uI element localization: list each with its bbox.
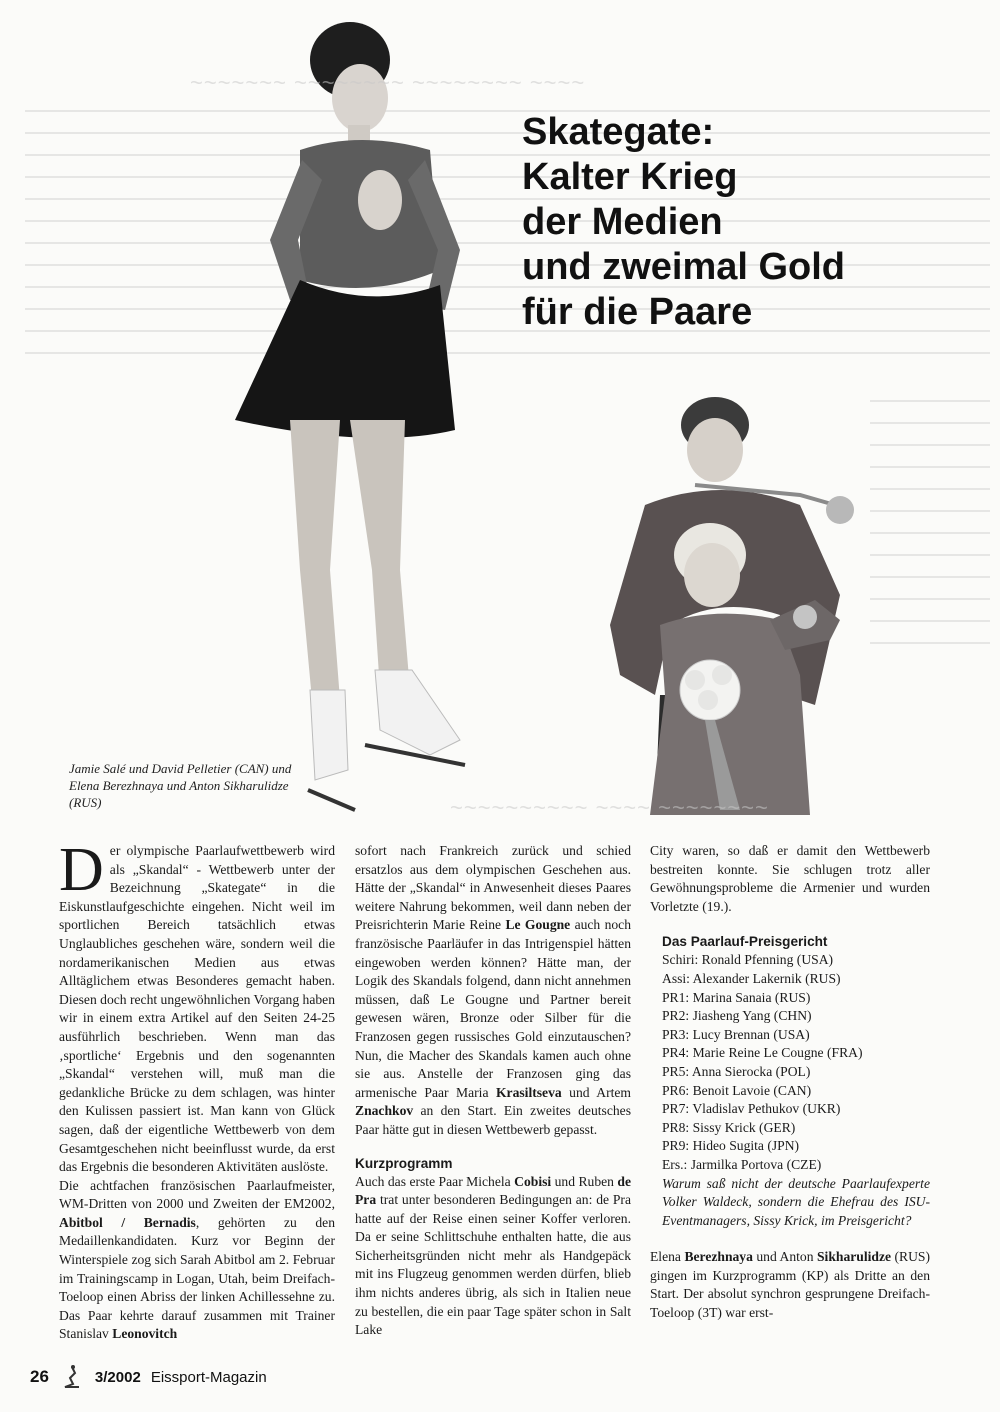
jury-item: PR3: Lucy Brennan (USA) <box>662 1026 810 1042</box>
intro-paragraph <box>59 836 335 1177</box>
jury-item: PR7: Vladislav Pethukov (UKR) <box>662 1101 841 1117</box>
jury-heading: Das Paarlauf-Preisgericht <box>662 934 828 950</box>
jury-item: PR4: Marie Reine Le Cougne (FRA) <box>662 1045 863 1061</box>
article-column-2 <box>355 842 631 1340</box>
paragraph-text: (RUS) gingen im Kurzprogramm (KP) als Dritte an den Start. Der absolut synchron gesprungene Dreifach-Toeloop (3T) war erst- <box>650 1249 930 1321</box>
paragraph-text: Auch das erste Paar Michela <box>355 1173 515 1189</box>
paragraph-text: er olympische Paarlaufwettbewerb wird als „Skandal“ - Wettbewerb unter der Bezeichnung „Skategate“ in die Eiskunstlaufgeschichte eingehen. Nicht weil im sportlichen Bereich tatsächlich etwas Unglaubliches geschehen wäre, sondern weil die nordamerikanischen Medien aus etwas Alltäglichem etwas Besonderes gemacht haben. Diesen doch recht ungewöhnlichen Vorgang haben wir in einem extra Artikel auf den Seiten 24-25 ausführlich beschrieben. Wenn man das ‚sportliche‘ Ergebnis und den sogenannten „Skandal“ verstehen will, muß man die gedankliche Brücke zu dem schlagen, was hinter den Kulissen passiert ist. Man kann von Glück sagen, daß der eigentliche Wettbewerb von dem Gesamtgeschehen nicht beeinflusst wurde, da erst das Ergebnis die besonderen Aktivitäten auslöste. <box>59 843 335 1175</box>
paragraph-text: und Anton <box>752 1249 817 1265</box>
jury-item: PR8: Sissy Krick (GER) <box>662 1119 796 1135</box>
name-bold: Leonovitch <box>112 1326 178 1342</box>
jury-item: Assi: Alexander Lakernik (RUS) <box>662 970 841 986</box>
bleed-through-text: ~~~~~~~ ~~~~~~~~ ~~~~~~~~ ~~~~ <box>190 70 586 95</box>
jury-list <box>662 951 930 1174</box>
name-bold: Cobisi <box>514 1173 552 1189</box>
headline-line: der Medien <box>522 201 723 243</box>
name-bold: Abitbol / Bernadis <box>59 1214 196 1230</box>
jury-item: PR6: Benoit Lavoie (CAN) <box>662 1082 812 1098</box>
paragraph: City waren, so daß er damit den Wettbewerb bestreiten konnte. Sie schlugen trotz aller Gewöhnungsprobleme die Armenier und wurden Vorletzte (19.). <box>650 843 930 914</box>
paragraph-text: auch noch französische Paarläufer in das Intrigenspiel hätten eingewoben werden können? Hätte man, der Logik des Skandals folgend, dann nicht annehmen müssen, daß Le Gougne und Partner bereit gewesen wären, Bronze oder Silber für die Franzosen gegen russisches Gold einzutauschen? Nun, die Macher des Skandals kamen auch ohne sie aus. Anstelle der Franzosen ging das armenische Paar Maria <box>355 917 631 1100</box>
headline-line: Skategate: <box>522 111 715 153</box>
issue-number: 3/2002 <box>94 1368 141 1386</box>
paragraph-text: und Artem <box>561 1084 632 1100</box>
bleed-through-lines <box>25 110 990 370</box>
magazine-name: Eissport-Magazin <box>150 1368 267 1386</box>
name-bold: Krasiltseva <box>495 1084 562 1100</box>
paragraph <box>355 842 631 1140</box>
article-column-1 <box>59 836 335 1344</box>
name-bold: Berezhnaya <box>684 1249 753 1265</box>
name-bold: de Pra <box>355 1173 631 1208</box>
paragraph <box>355 1173 631 1340</box>
paragraph-text: und Ruben <box>551 1173 618 1189</box>
section-heading: Kurzprogramm <box>355 1155 453 1171</box>
name-bold: Znachkov <box>355 1103 414 1119</box>
drop-cap: D <box>59 836 104 904</box>
paragraph-text: Elena <box>650 1249 685 1265</box>
jury-item: PR2: Jiasheng Yang (CHN) <box>662 1008 812 1024</box>
headline-line: für die Paare <box>522 291 753 333</box>
name-bold: Sikharulidze <box>816 1249 892 1265</box>
headline-line: Kalter Krieg <box>522 156 738 198</box>
photo-caption: Jamie Salé und David Pelletier (CAN) und Elena Berezhnaya und Anton Sikharulidze (RUS) <box>69 761 292 810</box>
paragraph-text: Die achtfachen französischen Paarlaufmeister, WM-Dritten von 2000 und Zweiten der EM2002, <box>59 1177 335 1212</box>
bleed-through-lines <box>870 400 990 660</box>
jury-item: PR9: Hideo Sugita (JPN) <box>662 1138 800 1154</box>
name-bold: Le Gougne <box>505 917 571 933</box>
jury-item: PR5: Anna Sierocka (POL) <box>662 1063 811 1079</box>
bleed-through-text: ~~~~~~~~~~ ~~~~ ~~~~~~~~ <box>450 795 769 820</box>
headline <box>522 110 845 335</box>
jury-item: Schiri: Ronald Pfenning (USA) <box>662 952 834 968</box>
pair-photo <box>600 395 875 815</box>
skater-photo <box>230 10 490 830</box>
jury-item: Ers.: Jarmilka Portova (CZE) <box>662 1156 822 1172</box>
skater-logo-icon <box>59 1364 85 1390</box>
jury-note: Warum saß nicht der deutsche Paarlaufexperte Volker Waldeck, sondern die Ehefrau des ISU-Eventmanagers, Sissy Krick, im Preisgericht? <box>662 1175 930 1228</box>
jury-item: PR1: Marina Sanaia (RUS) <box>662 989 811 1005</box>
paragraph-text: , gehörten zu den Medaillenkandidaten. Kurz vor Beginn der Winterspiele zog sich Sarah Abitbol am 2. Februar im Trainingscamp in Logan, Utah, beim Dreifach-Toeloop einen Abriss der linken Achillessehne zu. Das Paar kehrte darauf zusammen mit Trainer Stanislav <box>59 1214 335 1342</box>
article-column-3 <box>650 842 930 1323</box>
paragraph <box>59 1177 335 1344</box>
page-number: 26 <box>30 1367 49 1386</box>
headline-line: und zweimal Gold <box>522 246 846 288</box>
paragraph-text: sofort nach Frankreich zurück und schied ersatzlos aus dem olympischen Geschehen aus. Hätte der „Skandal“ in Anwesenheit dieses Paares weitere Nahrung bekommen, weil dann neben der Preisrichterin Marie Reine <box>355 843 631 933</box>
paragraph-text: an den Start. Ein zweites deutsches Paar hätte gut in diesen Wettbewerb gepasst. <box>355 1103 631 1137</box>
paragraph-text: trat unter besonderen Bedingungen an: de Pra hatte auf der Reise einen seiner Koffer verloren. Da er seine Schlittschuhe enthalten hatte, die aus Sicherheitsgründen nicht mehr als Handgepäck mit ins Flugzeug genommen werden dürfen, blieb ihm nichts anderes übrig, als sich in Italien neue zu bestellen, die ein paar Tage später schon in Salt Lake <box>355 1192 631 1338</box>
page-footer <box>30 1364 267 1390</box>
paragraph <box>650 1248 930 1322</box>
